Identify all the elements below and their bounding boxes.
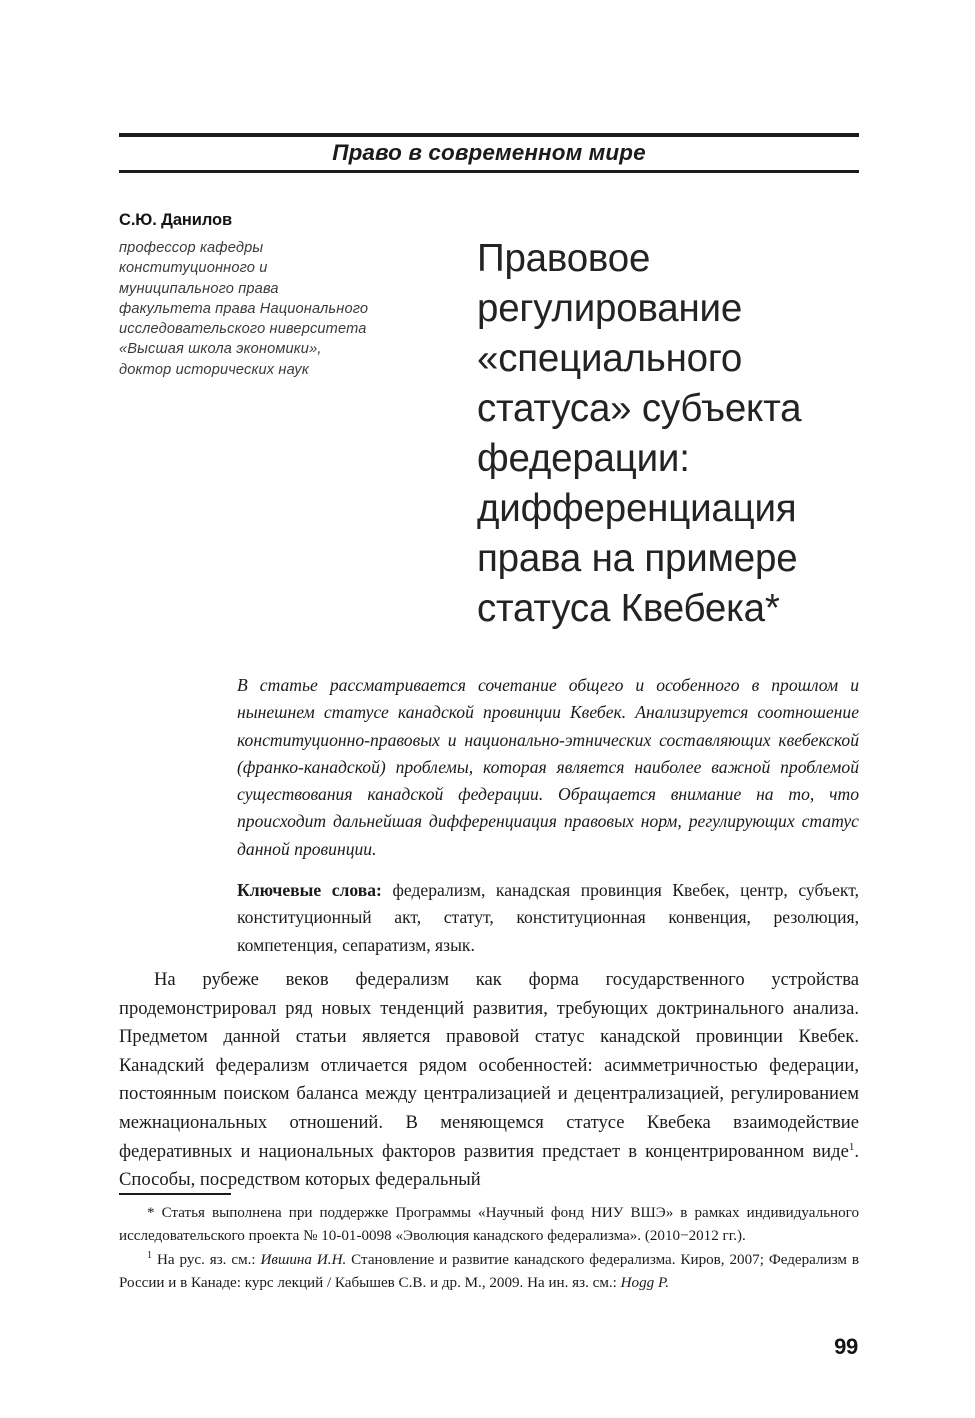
title-line: права на примере <box>477 536 798 580</box>
affiliation-line: исследовательского ниверситета <box>119 321 367 338</box>
title-line: статуса Квебека* <box>477 586 780 630</box>
body-text-part-1: На рубеже веков федерализм как форма государственного устройства продемонстрировал ряд новых тенденций развития, требующих доктринального анализа. Предметом данной статьи является правовой статус канадской провинции Квебек. Канадский федерализм отличается рядом особенностей: асимметричностью федерации, постоянным поиском баланса между централизацией и децентрализацией, регулированием межнациональных отношений. В меняющемся статусе Квебека взаимодействие федеративных и национальных факторов развития предстает в концентрированном виде <box>119 969 859 1162</box>
affiliation-line: доктор исторических наук <box>119 361 309 378</box>
affiliation-line: конституционного и <box>119 260 268 277</box>
footnote-marker: * <box>147 1205 155 1221</box>
title-line: федерации: <box>477 436 690 480</box>
body-paragraph <box>119 966 859 1195</box>
keywords-list: федерализм, канадская провинция Квебек, центр, субъект, конституционный акт, статут, конституционная конвенция, резолюция, компетенция, сепаратизм, язык. <box>237 880 859 955</box>
footnote-author-ru: Ившина И.Н. <box>260 1252 347 1268</box>
running-head <box>119 133 859 173</box>
title-line: дифференциация <box>477 486 797 530</box>
footnote-area <box>119 1193 859 1296</box>
title-line: Правовое <box>477 236 651 280</box>
footnote-1 <box>119 1249 859 1294</box>
footnote-author-en: Hogg P. <box>620 1274 669 1291</box>
affiliation-line: факультета права Национального <box>119 300 369 317</box>
title-line: статуса» субъекта <box>477 386 802 430</box>
article-title <box>477 234 869 634</box>
running-head-rule-bottom <box>119 170 859 173</box>
footnote-asterisk <box>119 1202 859 1247</box>
abstract-text: В статье рассматривается сочетание общего и особенного в прошлом и нынешнем статусе канадской провинции Квебек. Анализируется соотношение конституционно-правовых и национально-этнических составляющих квебекской (франко-канадской) проблемы, которая является наиболее важной проблемой существования канадской федерации. Обращается внимание на то, что происходит дальнейшая дифференциация правовых норм, регулирующих статус данной провинции. <box>237 675 859 859</box>
title-line: регулирование <box>477 286 743 330</box>
footnote-segment: Становление и развитие канадского федерализма. Киров, 2007; Федерализм в России и в Канаде: курс лекций / Кабышев С.В. и др. М., 2009. На ин. яз. см.: <box>119 1252 859 1291</box>
footnote-separator-rule <box>119 1193 231 1195</box>
affiliation-line: «Высшая школа экономики», <box>119 341 322 358</box>
running-head-title: Право в современном мире <box>332 140 646 165</box>
footnote-marker: 1 <box>147 1249 152 1261</box>
affiliation-line: профессор кафедры <box>119 240 264 256</box>
page-number: 99 <box>834 1334 858 1359</box>
author-affiliation <box>119 238 439 380</box>
author-name: С.Ю. Данилов <box>119 211 233 229</box>
author-block <box>119 211 439 380</box>
keywords-label: Ключевые слова: <box>237 880 382 901</box>
abstract-block <box>237 672 859 959</box>
footnote-ref-1[interactable]: 1 <box>848 1140 855 1153</box>
keywords-paragraph <box>237 877 859 959</box>
title-line: «специального <box>477 336 743 380</box>
body-text-part-2: . Способы, посредством которых федеральный <box>119 1140 859 1191</box>
footnote-text: Статья выполнена при поддержке Программы «Научный фонд НИУ ВШЭ» в рамках индивидуального исследовательского проекта № 10-01-0098 «Эволюция канадского федерализма». (2010−2012 гг.). <box>119 1205 859 1244</box>
affiliation-line: муниципального права <box>119 280 279 297</box>
footnote-segment: На рус. яз. см.: <box>156 1252 261 1268</box>
